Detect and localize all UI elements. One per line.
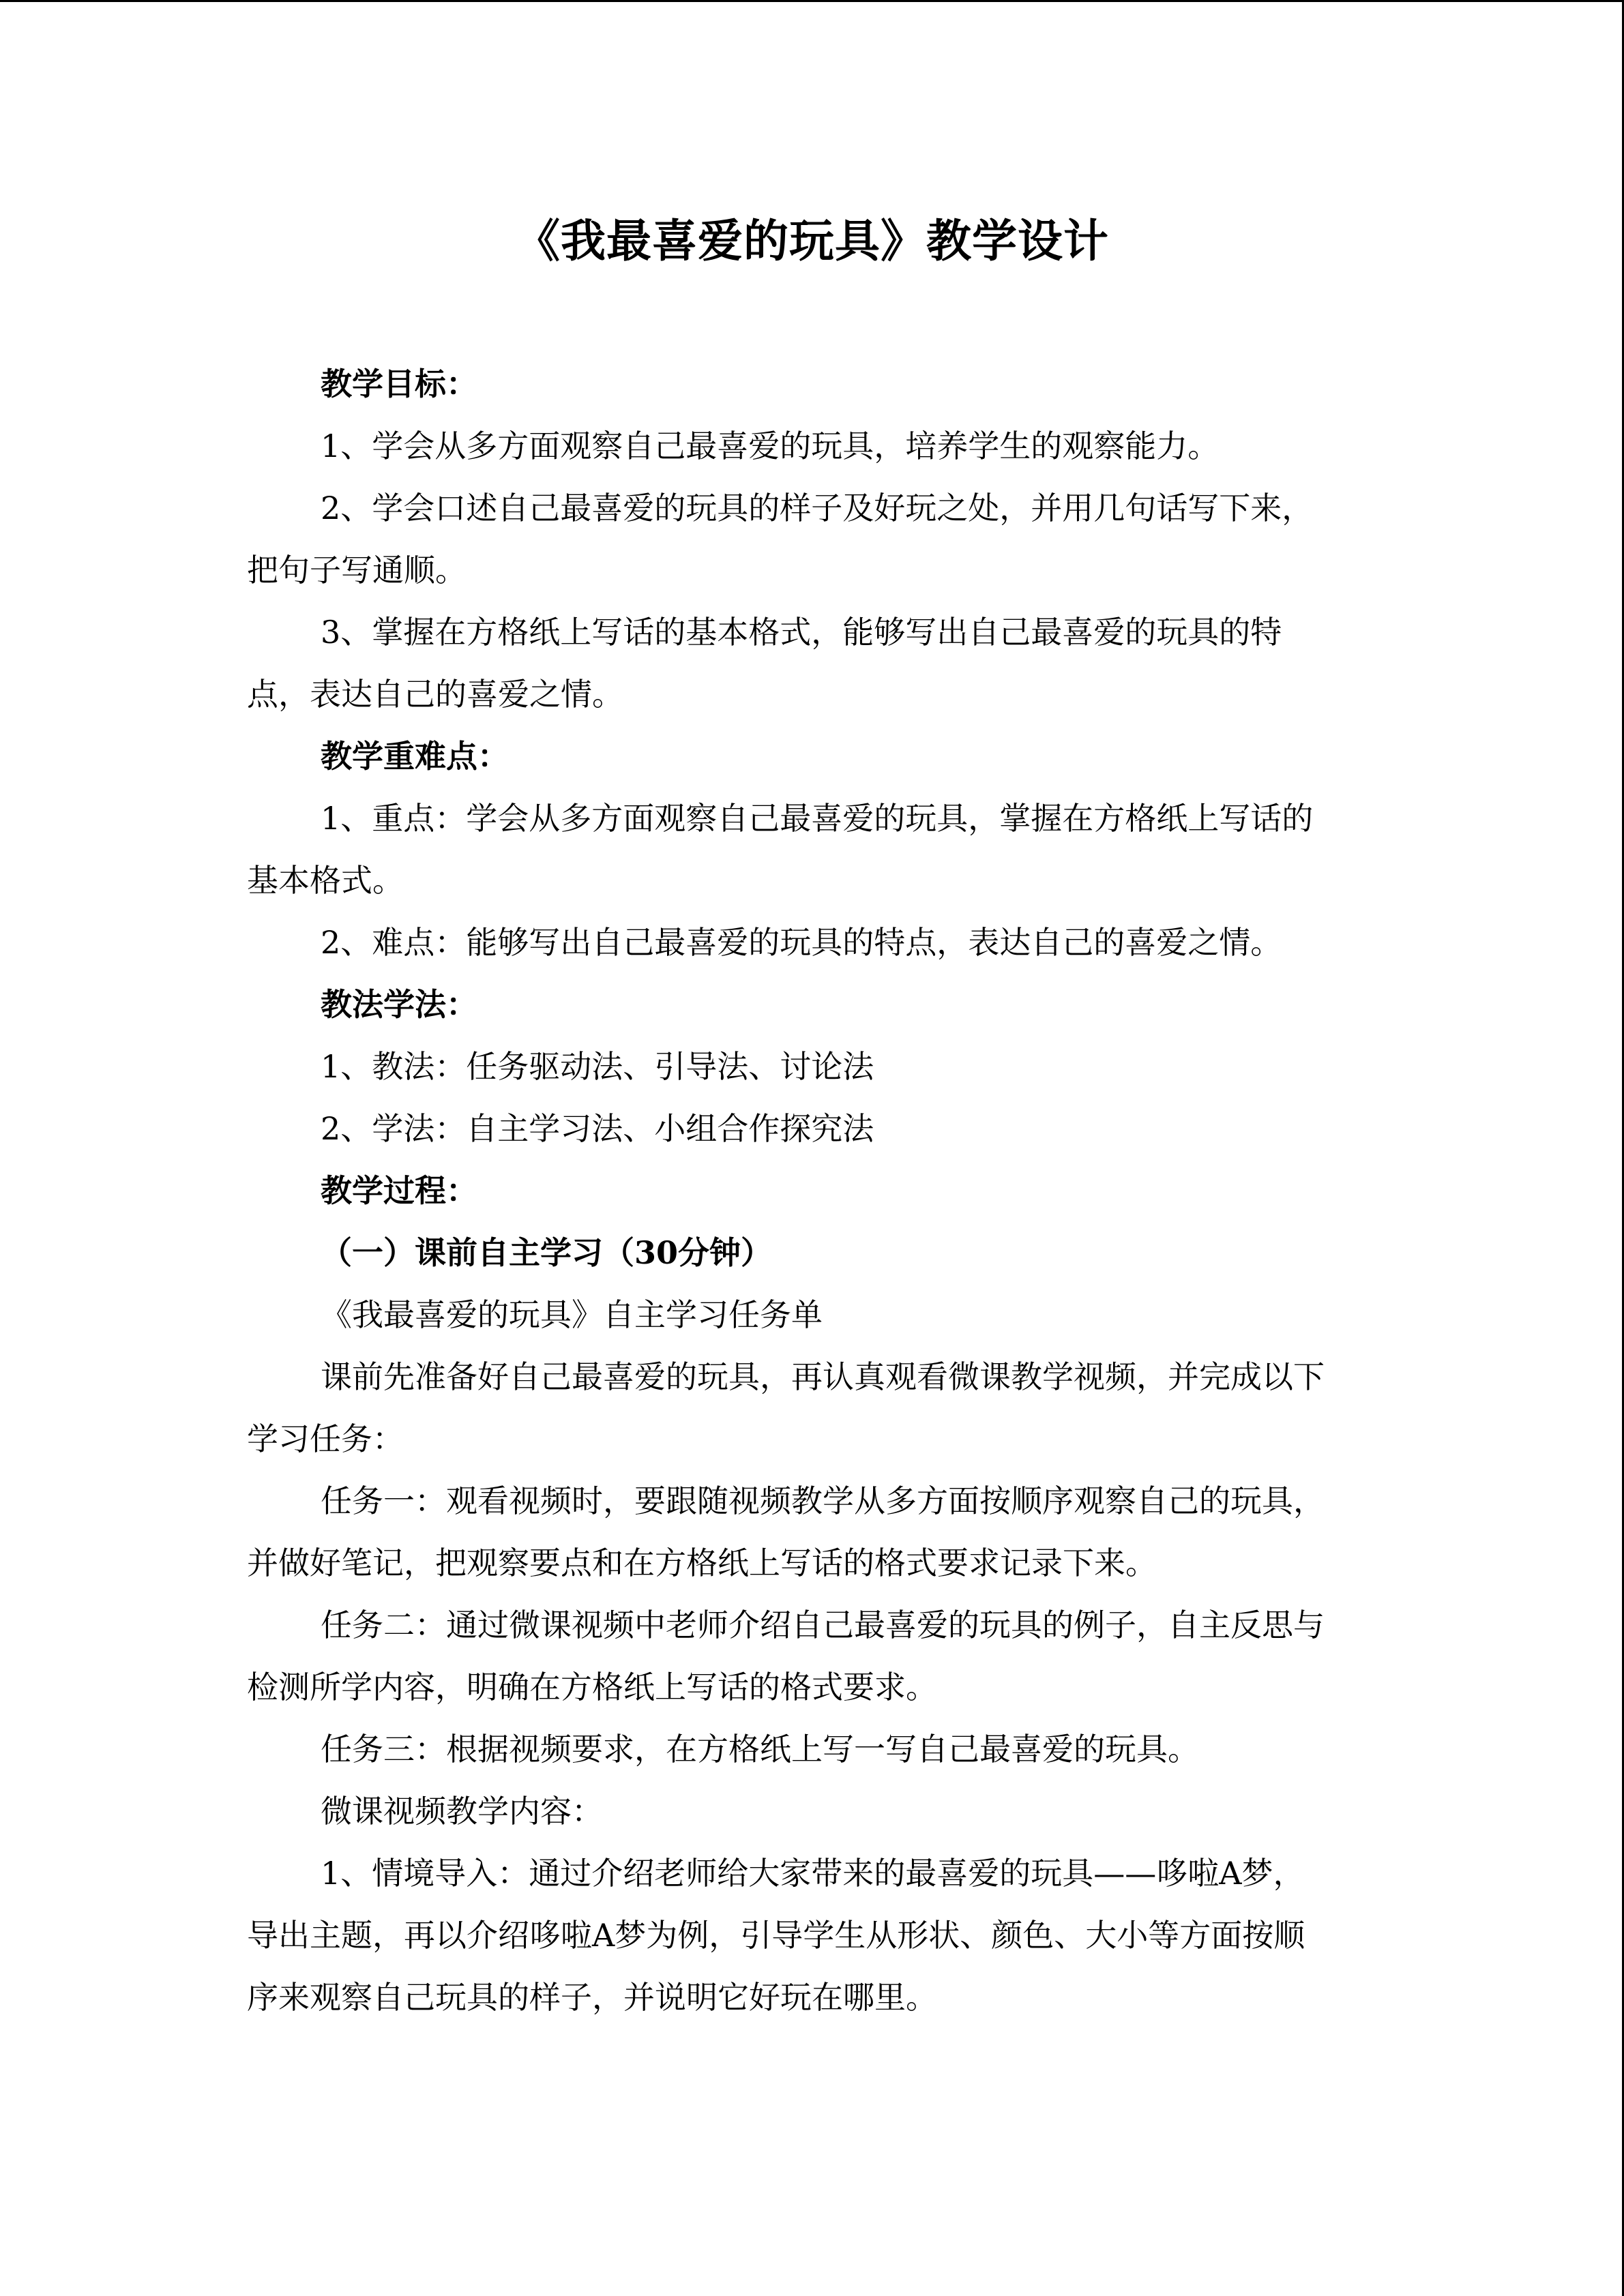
paragraph-line: 把句子写通顺。: [247, 552, 467, 588]
paragraph-line: 任务一：观看视频时，要跟随视频教学从多方面按顺序观察自己的玩具，: [321, 1482, 1325, 1519]
paragraph-line: 2、难点：能够写出自己最喜爱的玩具的特点，表达自己的喜爱之情。: [321, 924, 1282, 961]
paragraph-line: 任务三：根据视频要求，在方格纸上写一写自己最喜爱的玩具。: [321, 1731, 1199, 1768]
paragraph-line: 3、掌握在方格纸上写话的基本格式，能够写出自己最喜爱的玩具的特: [321, 614, 1282, 651]
paragraph-line: 1、教法：任务驱动法、引导法、讨论法: [321, 1048, 874, 1085]
paragraph-line: 基本格式。: [247, 862, 404, 899]
paragraph-line: 任务二：通过微课视频中老师介绍自己最喜爱的玩具的例子，自主反思与: [321, 1607, 1325, 1643]
paragraph-line: 学习任务：: [247, 1420, 404, 1457]
paragraph-line: 2、学会口述自己最喜爱的玩具的样子及好玩之处，并用几句话写下来，: [321, 490, 1314, 526]
subheading-pre-class-study: （一）课前自主学习（30分钟）: [321, 1234, 773, 1271]
heading-key-difficult-points: 教学重难点：: [321, 738, 509, 775]
paragraph-line: 2、学法：自主学习法、小组合作探究法: [321, 1110, 874, 1147]
paragraph-line: 点，表达自己的喜爱之情。: [247, 676, 623, 713]
heading-teaching-process: 教学过程：: [321, 1172, 477, 1209]
heading-methods: 教法学法：: [321, 986, 477, 1023]
document-title: 《我最喜爱的玩具》教学设计: [515, 214, 1109, 267]
paragraph-line: 1、学会从多方面观察自己最喜爱的玩具，培养学生的观察能力。: [321, 428, 1220, 464]
paragraph-line: 1、重点：学会从多方面观察自己最喜爱的玩具，掌握在方格纸上写话的: [321, 800, 1314, 837]
paragraph-line: 导出主题，再以介绍哆啦A梦为例，引导学生从形状、颜色、大小等方面按顺: [247, 1917, 1305, 1954]
paragraph-line: 微课视频教学内容：: [321, 1793, 603, 1830]
paragraph-line: 《我最喜爱的玩具》自主学习任务单: [321, 1296, 823, 1333]
heading-teaching-objectives: 教学目标：: [321, 366, 477, 402]
paragraph-line: 序来观察自己玩具的样子，并说明它好玩在哪里。: [247, 1979, 937, 2016]
paragraph-line: 课前先准备好自己最喜爱的玩具，再认真观看微课教学视频，并完成以下: [321, 1358, 1325, 1395]
paragraph-line: 1、情境导入：通过介绍老师给大家带来的最喜爱的玩具——哆啦A梦，: [321, 1855, 1305, 1892]
paragraph-line: 检测所学内容，明确在方格纸上写话的格式要求。: [247, 1669, 937, 1705]
paragraph-line: 并做好笔记，把观察要点和在方格纸上写话的格式要求记录下来。: [247, 1545, 1157, 1581]
